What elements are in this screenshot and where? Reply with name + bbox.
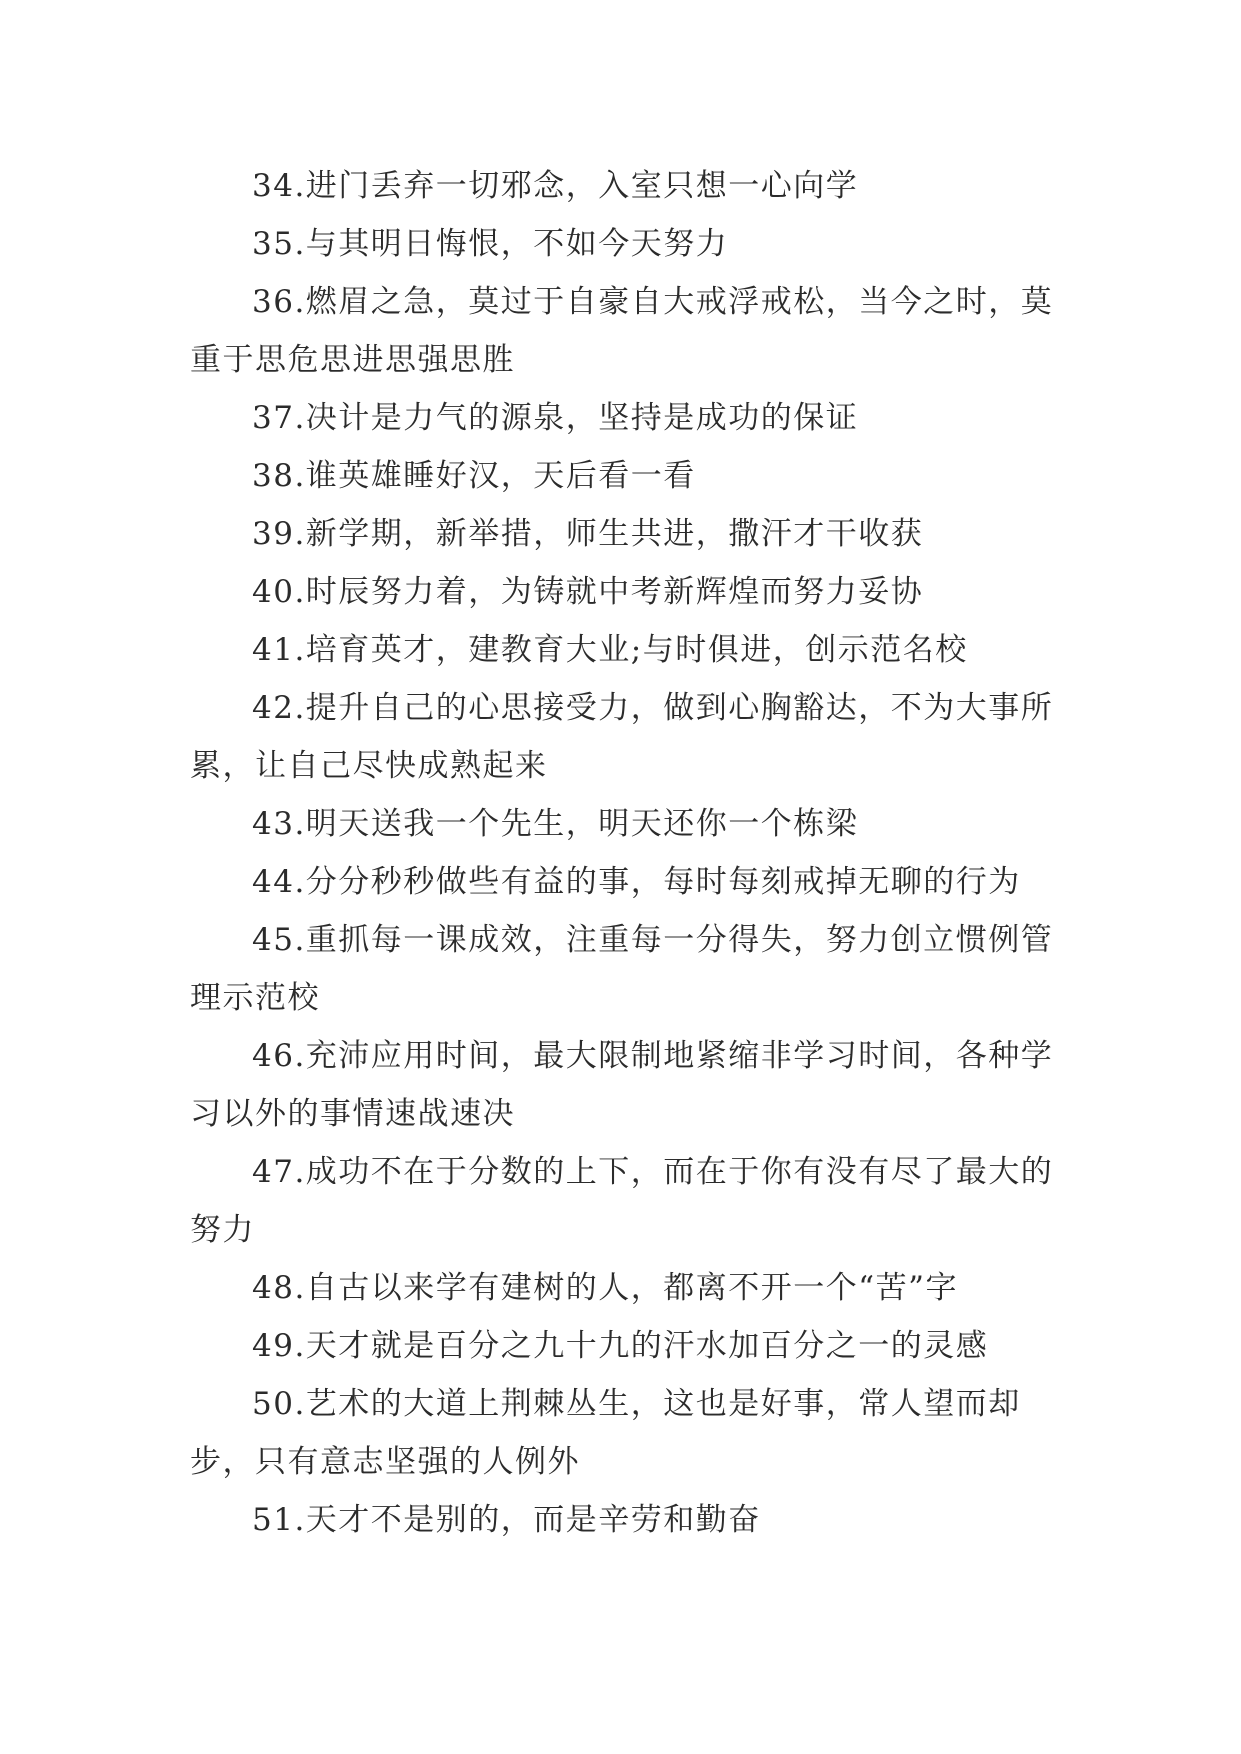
list-item: 39.新学期，新举措，师生共进，撒汗才干收获 [252,516,924,552]
list-item: 46.充沛应用时间，最大限制地紧缩非学习时间，各种学习以外的事情速战速决 [190,1038,1054,1132]
list-item: 50.艺术的大道上荆棘丛生，这也是好事，常人望而却步，只有意志坚强的人例外 [190,1386,1021,1480]
list-item: 44.分分秒秒做些有益的事，每时每刻戒掉无聊的行为 [252,864,1021,900]
list-item: 45.重抓每一课成效，注重每一分得失，努力创立惯例管理示范校 [190,922,1054,1016]
list-item: 47.成功不在于分数的上下，而在于你有没有尽了最大的努力 [190,1154,1054,1248]
list-item: 42.提升自己的心思接受力，做到心胸豁达，不为大事所累，让自己尽快成熟起来 [190,690,1054,784]
document-body [190,157,1060,1549]
list-item: 41.培育英才，建教育大业;与时俱进，创示范名校 [252,632,968,668]
list-item: 34.进门丢弃一切邪念，入室只想一心向学 [252,168,859,204]
list-item: 35.与其明日悔恨，不如今天努力 [252,226,729,262]
list-item: 51.天才不是别的，而是辛劳和勤奋 [252,1502,761,1538]
list-item: 36.燃眉之急，莫过于自豪自大戒浮戒松，当今之时，莫重于思危思进思强思胜 [190,284,1054,378]
list-item: 37.决计是力气的源泉，坚持是成功的保证 [252,400,859,436]
list-item: 43.明天送我一个先生，明天还你一个栋梁 [252,806,859,842]
list-item: 48.自古以来学有建树的人，都离不开一个“苦”字 [252,1270,958,1306]
list-item: 40.时辰努力着，为铸就中考新辉煌而努力妥协 [252,574,924,610]
list-item: 38.谁英雄睡好汉，天后看一看 [252,458,696,494]
list-item: 49.天才就是百分之九十九的汗水加百分之一的灵感 [252,1328,989,1364]
